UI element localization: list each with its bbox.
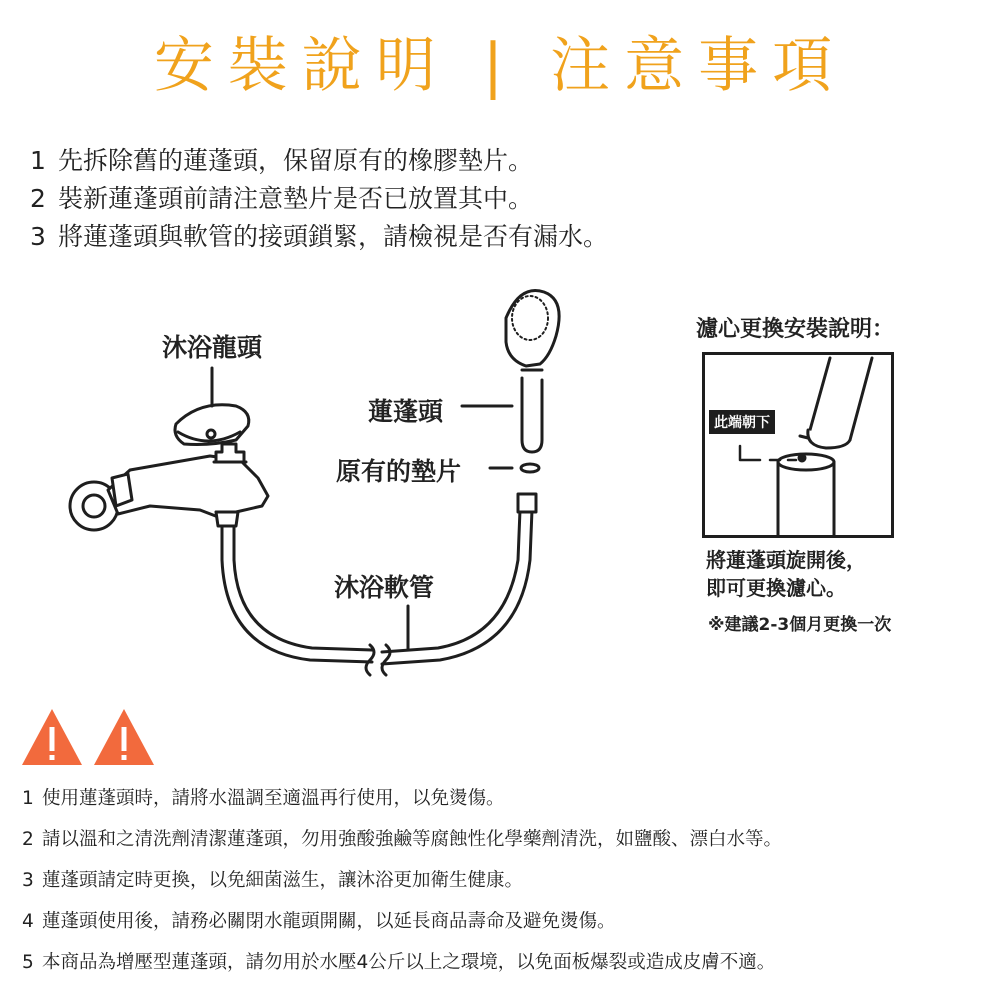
step-item (30, 180, 608, 218)
warning-number: 1 (22, 788, 34, 809)
warning-number: 4 (22, 911, 34, 932)
step-item (30, 218, 608, 256)
warning-triangle-icon (94, 709, 154, 765)
warning-item (22, 824, 782, 865)
warning-item (22, 947, 782, 988)
this-end-down-tag: 此端朝下 (709, 410, 775, 434)
step-text: 裝新蓮蓬頭前請注意墊片是否已放置其中。 (58, 184, 534, 213)
step-number: 1 (30, 146, 46, 175)
warning-text: 請以溫和之清洗劑清潔蓮蓬頭，勿用強酸強鹼等腐蝕性化學藥劑清洗，如鹽酸、漂白水等。 (42, 829, 783, 850)
warning-text: 蓮蓬頭使用後，請務必關閉水龍頭開關，以延長商品壽命及避免燙傷。 (42, 911, 616, 932)
filter-note-line1: 將蓮蓬頭旋開後， (706, 548, 866, 572)
warning-number: 3 (22, 870, 34, 891)
warning-item (22, 783, 782, 824)
warning-text: 蓮蓬頭請定時更換，以免細菌滋生，讓沐浴更加衛生健康。 (42, 870, 524, 891)
warning-item (22, 865, 782, 906)
step-item (30, 142, 608, 180)
warning-triangle-icon (22, 709, 82, 765)
warning-icons (20, 707, 160, 767)
filter-diagram-box (702, 352, 894, 538)
filter-section-title: 濾心更換安裝說明： (696, 317, 895, 342)
warning-number: 2 (22, 829, 34, 850)
faucet-label: 沐浴龍頭 (162, 333, 263, 362)
install-steps (30, 142, 608, 256)
step-number: 2 (30, 184, 46, 213)
filter-replacement-tip: ※建議2-3個月更換一次 (708, 615, 892, 635)
washer-icon (521, 464, 539, 472)
washer-label: 原有的墊片 (336, 457, 462, 486)
page-title: 安裝說明 | 注意事項 (153, 31, 847, 101)
warning-item (22, 906, 782, 947)
step-text: 先拆除舊的蓮蓬頭，保留原有的橡膠墊片。 (58, 146, 534, 175)
step-number: 3 (30, 222, 46, 251)
step-text: 將蓮蓬頭與軟管的接頭鎖緊，請檢視是否有漏水。 (58, 222, 609, 251)
filter-note (706, 546, 866, 602)
warning-number: 5 (22, 952, 34, 973)
showerhead-label: 蓮蓬頭 (368, 397, 444, 426)
hose-label: 沐浴軟管 (334, 573, 435, 602)
faucet-icon (108, 456, 268, 520)
warning-text: 使用蓮蓬頭時，請將水溫調至適溫再行使用，以免燙傷。 (42, 788, 505, 809)
warning-text: 本商品為增壓型蓮蓬頭，請勿用於水壓4公斤以上之環境，以免面板爆裂或造成皮膚不適。 (42, 952, 776, 973)
filter-note-line2: 即可更換濾心。 (706, 576, 846, 600)
warning-list (22, 783, 782, 988)
shower-head-icon (506, 290, 559, 452)
